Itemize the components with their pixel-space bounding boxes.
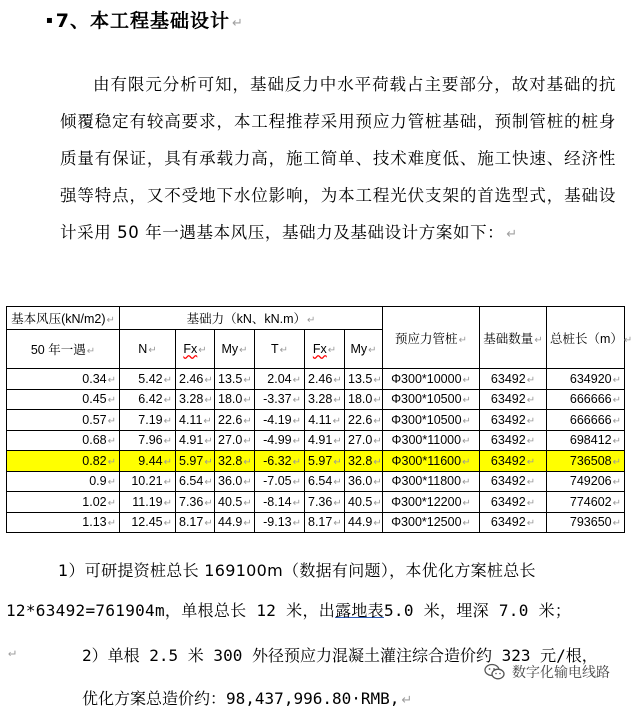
foundation-table [6, 306, 633, 533]
watermark-text: 数字化输电线路 [512, 665, 610, 681]
watermark [484, 662, 610, 682]
cell-fx1: 3.28↵ [176, 389, 215, 410]
cell-wind: 0.34↵ [7, 369, 120, 390]
cell-fx2: 8.17↵ [305, 512, 345, 533]
cell-my2: 32.8↵ [345, 451, 383, 472]
cell-total: 666666↵ [547, 410, 625, 431]
cell-pile: Φ300*11600↵ [383, 451, 480, 472]
cell-n: 12.45↵ [120, 512, 176, 533]
cell-my2: 40.5↵ [345, 492, 383, 513]
cell-my2: 13.5↵ [345, 369, 383, 390]
cell-fx2: 3.28↵ [305, 389, 345, 410]
header-count: 基础数量↵ [480, 307, 547, 369]
header-period: 50 年一遇↵ [7, 330, 120, 369]
cell-wind: 0.9↵ [7, 471, 120, 492]
header-n: N↵ [120, 330, 176, 369]
header-my: My↵ [215, 330, 255, 369]
bullet-icon: ▪ [46, 15, 54, 26]
cell-wind: 1.02↵ [7, 492, 120, 513]
table-row [7, 389, 625, 410]
header-my2: My↵ [345, 330, 383, 369]
paragraph-mark-icon: ↵ [506, 227, 518, 242]
cell-total: 749206↵ [547, 471, 625, 492]
cell-fx2: 4.91↵ [305, 430, 345, 451]
cell-my2: 44.9↵ [345, 512, 383, 533]
header-fx: Fx↵ [176, 330, 215, 369]
cell-my1: 22.6↵ [215, 410, 255, 431]
cell-pile: Φ300*10000↵ [383, 369, 480, 390]
cell-n: 11.19↵ [120, 492, 176, 513]
cell-fx2: 6.54↵ [305, 471, 345, 492]
note-2: 2）单根 2.5 米 300 外径预应力混凝土灌注综合造价约 323 元/根， 优化方案总造价约：98,437,996.80·RMB, ↵ [82, 646, 598, 708]
cell-my1: 40.5↵ [215, 492, 255, 513]
cell-t: -6.32↵ [255, 451, 305, 472]
table-row [7, 512, 625, 533]
cell-count: 63492↵ [480, 512, 547, 533]
cell-total: 634920↵ [547, 369, 625, 390]
paragraph-mark-icon: ↵ [401, 693, 413, 708]
cell-fx1: 2.46↵ [176, 369, 215, 390]
cell-n: 7.96↵ [120, 430, 176, 451]
cell-total: 736508↵ [547, 451, 625, 472]
wechat-icon [484, 663, 506, 681]
cell-total: 774602↵ [547, 492, 625, 513]
header-pile: 预应力管桩↵ [383, 307, 480, 369]
cell-pile: Φ300*11000↵ [383, 430, 480, 451]
cell-total: 793650↵ [547, 512, 625, 533]
table-row [7, 369, 625, 390]
cell-count: 63492↵ [480, 389, 547, 410]
intro-paragraph: 由有限元分析可知，基础反力中水平荷载占主要部分，故对基础的抗倾覆稳定有较高要求，本工程推荐采用预应力管桩基础，预制管桩的桩身质量有保证，具有承载力高，施工简单、技术难度低、施工快速、经济性强等特点，又不受地下水位影响，为本工程光伏支架的首选型式，基础设计采用 50 年一遇基本风压，基础力及基础设计方案如下： ↵ [60, 75, 616, 242]
cell-t: -4.19↵ [255, 410, 305, 431]
cell-my1: 44.9↵ [215, 512, 255, 533]
cell-fx2: 5.97↵ [305, 451, 345, 472]
cell-pile: Φ300*12500↵ [383, 512, 480, 533]
cell-t: -4.99↵ [255, 430, 305, 451]
cell-n: 6.42↵ [120, 389, 176, 410]
cell-my1: 18.0↵ [215, 389, 255, 410]
cell-n: 10.21↵ [120, 471, 176, 492]
cell-pile: Φ300*11800↵ [383, 471, 480, 492]
cell-fx1: 6.54↵ [176, 471, 215, 492]
header-total: 总桩长（m）↵ [547, 307, 625, 369]
table-row [7, 451, 625, 472]
cell-wind: 0.45↵ [7, 389, 120, 410]
cell-count: 63492↵ [480, 369, 547, 390]
cell-my2: 27.0↵ [345, 430, 383, 451]
table-row [7, 471, 625, 492]
heading-text: 7、本工程基础设计 [55, 10, 231, 32]
cell-my1: 13.5↵ [215, 369, 255, 390]
cell-fx1: 8.17↵ [176, 512, 215, 533]
section-heading [46, 6, 244, 33]
table-row [7, 410, 625, 431]
cell-count: 63492↵ [480, 471, 547, 492]
table-row [7, 492, 625, 513]
cell-fx2: 4.11↵ [305, 410, 345, 431]
cell-t: -7.05↵ [255, 471, 305, 492]
cell-pile: Φ300*12200↵ [383, 492, 480, 513]
paragraph-mark-icon: ↵ [8, 645, 17, 660]
cell-total: 698412↵ [547, 430, 625, 451]
cell-t: 2.04↵ [255, 369, 305, 390]
header-force: 基础力（kN、kN.m）↵ [120, 307, 383, 330]
cell-total: 666666↵ [547, 389, 625, 410]
header-t: T↵ [255, 330, 305, 369]
cell-n: 7.19↵ [120, 410, 176, 431]
table-row [7, 430, 625, 451]
note-1: 1）可研提资桩总长 169100m（数据有问题），本优化方案桩总长 12*63492=761904m，单根总长 12 米，出露地表5.0 米，埋深 7.0 米；↵ [6, 561, 572, 660]
paragraph-mark-icon: ↵ [232, 16, 244, 31]
underlined-term: 露地表 [335, 601, 384, 620]
cell-my1: 32.8↵ [215, 451, 255, 472]
cell-n: 9.44↵ [120, 451, 176, 472]
cell-count: 63492↵ [480, 451, 547, 472]
cell-my2: 36.0↵ [345, 471, 383, 492]
cell-n: 5.42↵ [120, 369, 176, 390]
cell-count: 63492↵ [480, 410, 547, 431]
cell-wind: 0.82↵ [7, 451, 120, 472]
cell-count: 63492↵ [480, 430, 547, 451]
cell-wind: 1.13↵ [7, 512, 120, 533]
cell-my1: 27.0↵ [215, 430, 255, 451]
cell-pile: Φ300*10500↵ [383, 410, 480, 431]
cell-my2: 18.0↵ [345, 389, 383, 410]
cell-pile: Φ300*10500↵ [383, 389, 480, 410]
cell-wind: 0.68↵ [7, 430, 120, 451]
header-fx2: Fx↵ [305, 330, 345, 369]
header-wind: 基本风压(kN/m2)↵ [7, 307, 120, 330]
cell-t: -3.37↵ [255, 389, 305, 410]
cell-fx2: 2.46↵ [305, 369, 345, 390]
cell-t: -9.13↵ [255, 512, 305, 533]
cell-fx2: 7.36↵ [305, 492, 345, 513]
cell-fx1: 4.11↵ [176, 410, 215, 431]
cell-fx1: 5.97↵ [176, 451, 215, 472]
cell-t: -8.14↵ [255, 492, 305, 513]
cell-fx1: 7.36↵ [176, 492, 215, 513]
cell-my1: 36.0↵ [215, 471, 255, 492]
cell-wind: 0.57↵ [7, 410, 120, 431]
cell-count: 63492↵ [480, 492, 547, 513]
cell-fx1: 4.91↵ [176, 430, 215, 451]
cell-my2: 22.6↵ [345, 410, 383, 431]
